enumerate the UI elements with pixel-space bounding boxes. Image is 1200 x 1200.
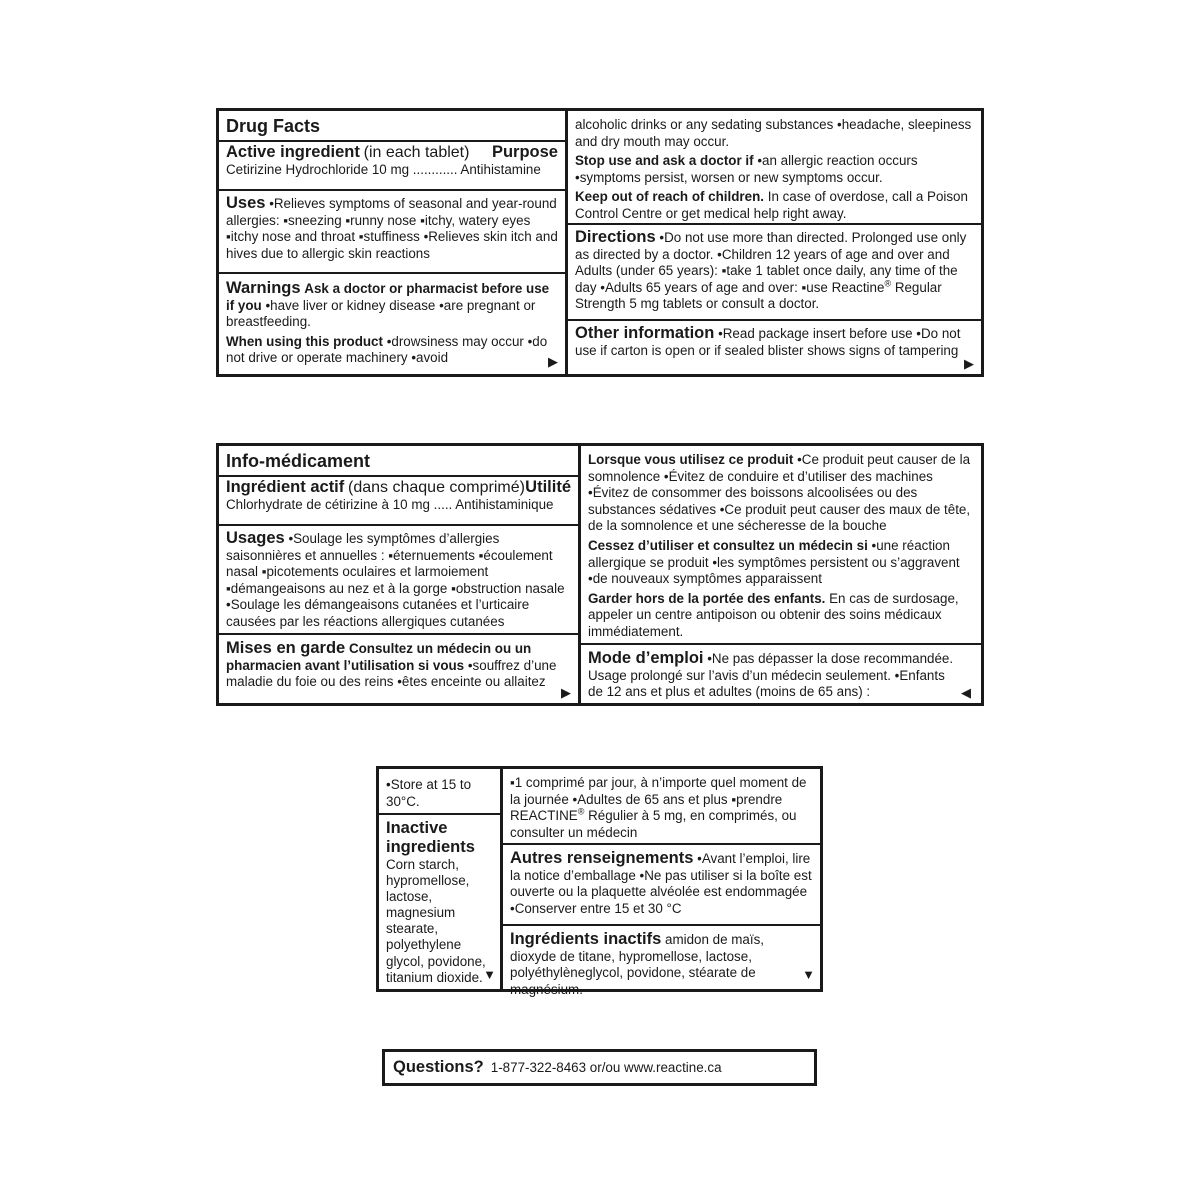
inactive-heading: Inactive ingredients	[386, 819, 475, 856]
en-other-info-section	[568, 321, 981, 374]
fr-when-using-text: •Ce produit peut causer de la somnolence •Évitez de conduire et d’utiliser des machines •Évitez de consommer des boissons alcoolisées ou des substances sédatives •Ce produit peut causer des maux de tête, de la somnolence et une sécheresse de la bouche	[588, 452, 971, 534]
fr-stop-use-heading: Cessez d’utiliser et consultez un médecin si	[588, 537, 868, 553]
fr-active-ingredient-section	[219, 477, 578, 526]
en-when-using-heading: When using this product	[226, 333, 383, 349]
fr-uses-section	[219, 526, 578, 635]
store-text: •Store at 15 to 30°C.	[386, 777, 472, 809]
registered-mark: ®	[884, 278, 892, 289]
en-uses-section	[219, 191, 565, 274]
en-other-info-heading: Other information	[575, 324, 715, 342]
inactifs-heading: Ingrédients inactifs	[510, 930, 662, 948]
fr-stop-use-text: •une réaction allergique se produit •les symptômes persistent ou s’aggravent •de nouveaux symptômes apparaissent	[588, 537, 960, 587]
down-arrow-icon: ▼	[483, 967, 496, 982]
fr-warnings-ask-heading: Consultez un médecin ou un pharmacien avant l’utilisation si vous	[226, 641, 532, 673]
extra-right-column	[503, 769, 820, 997]
en-directions-text: •Do not use more than directed. Prolonged use only as directed by a doctor. •Children 12 years of age and over and Adults (under 65 years): ▪take 1 tablet once daily, any time of the day •Adults 65 years of age and over: ▪use Reactine	[575, 230, 967, 295]
fr-active-heading: Ingrédient actif	[226, 478, 345, 496]
fr-keep-out-text: En cas de surdosage, appeler un centre antipoison ou obtenir des soins médicaux immédiatement.	[588, 590, 959, 639]
en-purpose-heading: Purpose	[491, 143, 558, 161]
questions-contact: 1-877-322-8463 or/ou www.reactine.ca	[490, 1060, 722, 1075]
registered-mark: ®	[577, 806, 585, 817]
en-uses-text: •Relieves symptoms of seasonal and year-round allergies: ▪sneezing ▪runny nose ▪itchy, watery eyes ▪itchy nose and throat ▪stuffiness •Relieves skin itch and hives due to allergic skin reactions	[226, 196, 558, 261]
fr-directions-text: •Ne pas dépasser la dose recommandée. Usage prolongé sur l’avis d’un médecin seulement. •Enfants de 12 ans et plus et adultes (moins de 65 ans) :	[588, 651, 954, 700]
down-arrow-icon: ▼	[802, 967, 815, 982]
en-continued-section	[568, 111, 981, 225]
fr-title: Info-médicament	[219, 446, 578, 477]
drug-facts-en-panel	[216, 108, 984, 377]
autres-text: •Avant l’emploi, lire la notice d’emballage •Ne pas utiliser si la boîte est ouverte ou la plaquette alvéolée est endommagée •Conserver entre 15 et 30 °C	[510, 851, 812, 916]
en-continued-text: alcoholic drinks or any sedating substances •headache, sleepiness and dry mouth may occur.	[575, 117, 972, 149]
fr-uses-heading: Usages	[226, 529, 285, 547]
fr-directions-section	[581, 645, 981, 703]
en-keep-out-heading: Keep out of reach of children.	[575, 189, 764, 205]
inactifs-text: amidon de maïs, dioxyde de titane, hypromellose, lactose, polyéthylèneglycol, povidone, stéarate de magnésium.	[510, 932, 765, 997]
fr-active-line: Chlorhydrate de cétirizine à 10 mg ..... Antihistaminique	[226, 496, 554, 512]
en-warnings-ask-heading: Ask a doctor or pharmacist before use if you	[226, 281, 550, 313]
fr-directions-continued-section	[503, 769, 820, 845]
fr-warnings-text: •souffrez d’une maladie du foie ou des reins •êtes enceinte ou allaitez	[226, 657, 557, 690]
en-warnings-section	[219, 274, 565, 374]
fr-continued-section	[581, 446, 981, 645]
en-directions-text-2: Regular Strength 5 mg tablets or consult a doctor.	[575, 279, 942, 312]
drug-facts-fr-panel	[216, 443, 984, 706]
store-section	[379, 769, 500, 815]
en-left-column	[219, 111, 568, 374]
en-active-ingredient-section	[219, 142, 565, 191]
fr-warnings-heading: Mises en garde	[226, 639, 346, 657]
fr-directions-heading: Mode d’emploi	[588, 649, 704, 667]
autres-renseignements-section	[503, 845, 820, 926]
fr-directions-continued-text-2: Régulier à 5 mg, en comprimés, ou consulter un médecin	[510, 808, 797, 840]
en-warnings-heading: Warnings	[226, 279, 301, 297]
fr-active-note: (dans chaque comprimé)	[348, 479, 525, 496]
en-active-note: (in each tablet)	[363, 144, 470, 161]
en-uses-heading: Uses	[226, 194, 266, 212]
en-directions-section	[568, 225, 981, 321]
continuation-panel	[376, 766, 823, 997]
inactive-section	[379, 815, 500, 989]
en-stop-use-heading: Stop use and ask a doctor if	[575, 153, 754, 169]
extra-left-column	[379, 769, 503, 989]
en-active-line: Cetirizine Hydrochloride 10 mg ............ Antihistamine	[226, 161, 541, 177]
fr-keep-out-heading: Garder hors de la portée des enfants.	[588, 590, 826, 606]
ingredients-inactifs-section	[503, 926, 820, 997]
continue-arrow-icon: ▶	[561, 685, 571, 700]
en-title: Drug Facts	[219, 111, 565, 142]
continue-arrow-icon: ▶	[548, 354, 558, 369]
back-arrow-icon: ◀	[961, 685, 971, 700]
questions-panel	[382, 1049, 817, 1086]
fr-warnings-section	[219, 635, 578, 703]
en-when-using-text: •drowsiness may occur •do not drive or operate machinery •avoid	[226, 333, 548, 366]
en-warnings-text: •have liver or kidney disease •are pregnant or breastfeeding.	[226, 297, 536, 330]
en-keep-out-text: In case of overdose, call a Poison Control Centre or get medical help right away.	[575, 189, 968, 221]
fr-directions-continued-text: ▪1 comprimé par jour, à n’importe quel moment de la journée •Adultes de 65 ans et plus ▪prendre REACTINE	[510, 775, 807, 824]
questions-heading: Questions?	[393, 1058, 484, 1076]
en-stop-use-text: •an allergic reaction occurs •symptoms persist, worsen or new symptoms occur.	[575, 153, 918, 185]
fr-purpose-heading: Utilité	[525, 478, 571, 496]
autres-heading: Autres renseignements	[510, 849, 694, 867]
fr-right-column	[581, 446, 981, 703]
en-directions-heading: Directions	[575, 228, 656, 246]
continue-arrow-icon: ▶	[964, 356, 974, 371]
inactive-text: Corn starch, hypromellose, lactose, magnesium stearate, polyethylene glycol, povidone, titanium dioxide.	[386, 857, 486, 985]
fr-left-column	[219, 446, 581, 703]
fr-when-using-heading: Lorsque vous utilisez ce produit	[588, 452, 794, 467]
en-right-column	[568, 111, 981, 374]
en-other-info-text: •Read package insert before use •Do not use if carton is open or if sealed blister shows signs of tampering	[575, 326, 961, 358]
fr-uses-text: •Soulage les symptômes d’allergies saisonnières et annuelles : ▪éternuements ▪écoulement nasal ▪picotements oculaires et larmoiement ▪démangeaisons au nez et à la gorge ▪obstruction nasale •Soulage les démangeaisons cutanées et l’urticaire causées par les réactions allergiques cutanées	[226, 531, 565, 629]
en-active-heading: Active ingredient	[226, 143, 360, 161]
